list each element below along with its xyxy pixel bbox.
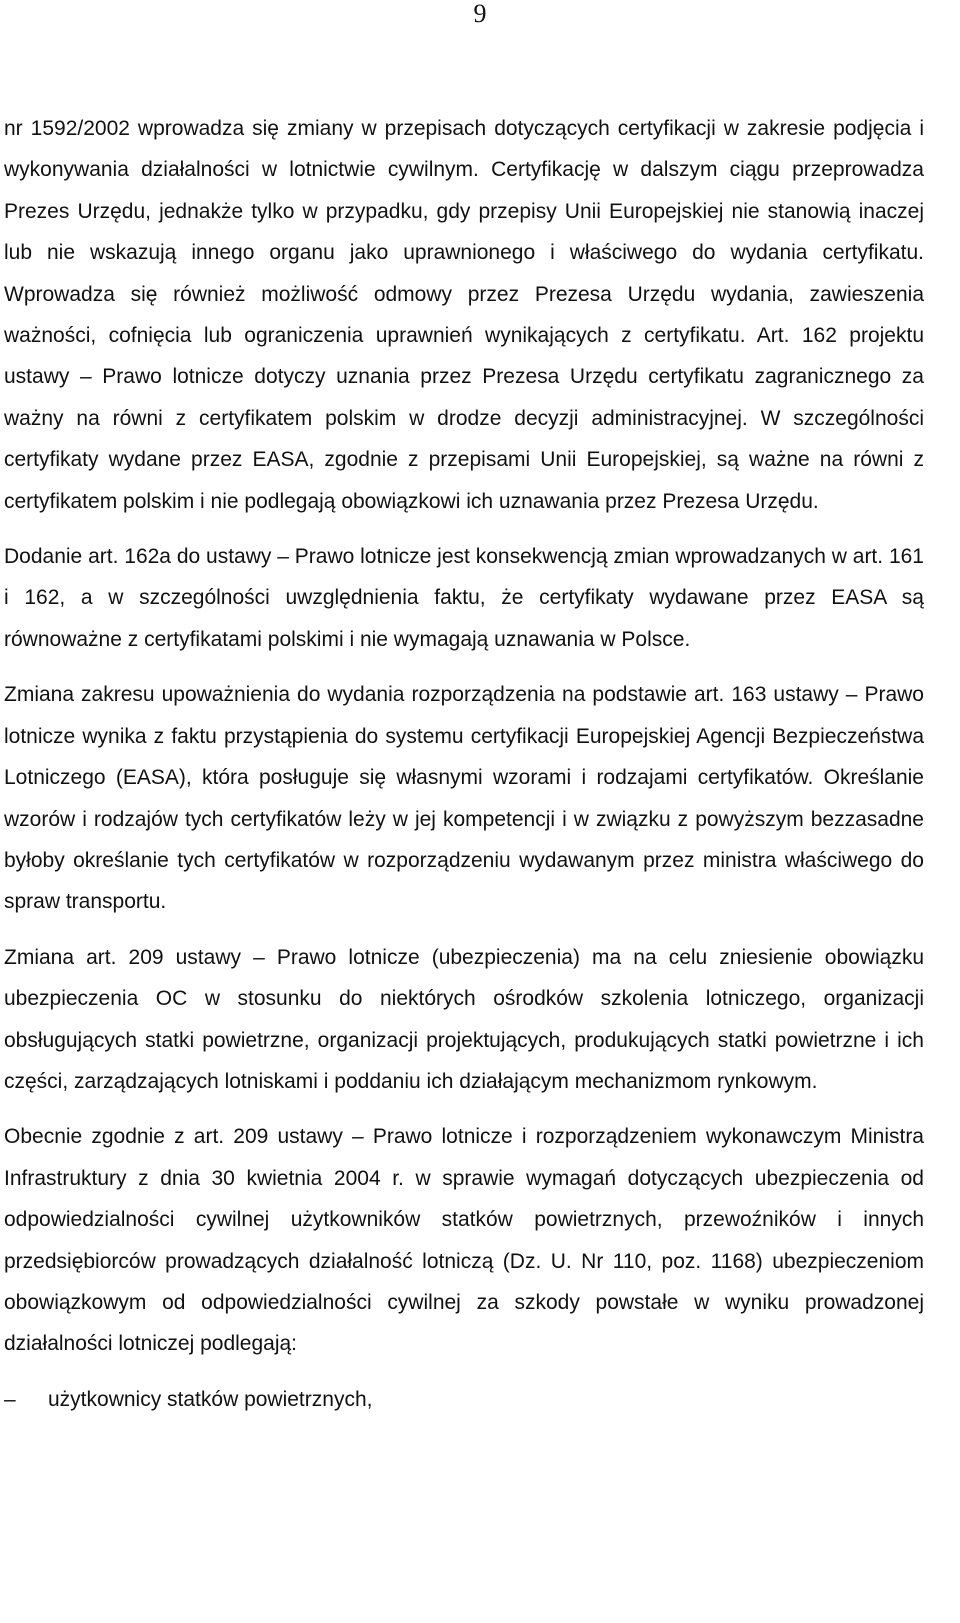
list-item — [4, 1379, 924, 1420]
list-bullet: – — [4, 1387, 16, 1411]
paragraph-art-162a: Dodanie art. 162a do ustawy – Prawo lotnicze jest konsekwencją zmian wprowadzanych w art. 161 i 162, a w szczególności uwzględnienia faktu, że certyfikaty wydawane przez EASA są równoważne z certyfikatami polskimi i nie wymagają uznawania w Polsce. — [4, 545, 924, 651]
paragraph-art-163: Zmiana zakresu upoważnienia do wydania rozporządzenia na podstawie art. 163 ustawy – Prawo lotnicze wynika z faktu przystąpienia do systemu certyfikacji Europejskiej Agencji Bezpieczeństwa Lotniczego (EASA), która posługuje się własnymi wzorami i rodzajami certyfikatów. Określanie wzorów i rodzajów tych certyfikatów leży w jej kompetencji i w związku z powyższym bezzasadne byłoby określanie tych certyfikatów w rozporządzeniu wydawanym przez ministra właściwego do spraw transportu. — [4, 683, 924, 914]
document-body — [4, 108, 924, 1420]
paragraph-art-209-current: Obecnie zgodnie z art. 209 ustawy – Prawo lotnicze i rozporządzeniem wykonawczym Ministra Infrastruktury z dnia 30 kwietnia 2004 r. w sprawie wymagań dotyczących ubezpieczenia od odpowiedzialności cywilnej użytkowników statków powietrznych, przewoźników i innych przedsiębiorców prowadzących działalność lotniczą (Dz. U. Nr 110, poz. 1168) ubezpieczeniom obowiązkowym od odpowiedzialności cywilnej za szkody powstałe w wyniku prowadzonej działalności lotniczej podlegają: — [4, 1125, 924, 1356]
list-item-text: użytkownicy statków powietrznych, — [48, 1387, 373, 1411]
paragraph-certification: nr 1592/2002 wprowadza się zmiany w przepisach dotyczących certyfikacji w zakresie podjęcia i wykonywania działalności w lotnictwie cywilnym. Certyfikację w dalszym ciągu przeprowadza Prezes Urzędu, jednakże tylko w przypadku, gdy przepisy Unii Europejskiej nie stanowią inaczej lub nie wskazują innego organu jako uprawnionego i właściwego do wydania certyfikatu. Wprowadza się również możliwość odmowy przez Prezesa Urzędu wydania, zawieszenia ważności, cofnięcia lub ograniczenia uprawnień wynikających z certyfikatu. Art. 162 projektu ustawy – Prawo lotnicze dotyczy uznania przez Prezesa Urzędu certyfikatu zagranicznego za ważny na równi z certyfikatem polskim w drodze decyzji administracyjnej. W szczególności certyfikaty wydane przez EASA, zgodnie z przepisami Unii Europejskiej, są ważne na równi z certyfikatem polskim i nie podlegają obowiązkowi ich uznawania przez Prezesa Urzędu. — [4, 117, 924, 513]
paragraph-art-209-change: Zmiana art. 209 ustawy – Prawo lotnicze (ubezpieczenia) ma na celu zniesienie obowiązku ubezpieczenia OC w stosunku do niektórych ośrodków szkolenia lotniczego, organizacji obsługujących statki powietrzne, organizacji projektujących, produkujących statki powietrzne i ich części, zarządzających lotniskami i poddaniu ich działającym mechanizmom rynkowym. — [4, 945, 924, 1093]
insured-entities-list — [4, 1379, 924, 1420]
page-number: 9 — [473, 0, 487, 28]
